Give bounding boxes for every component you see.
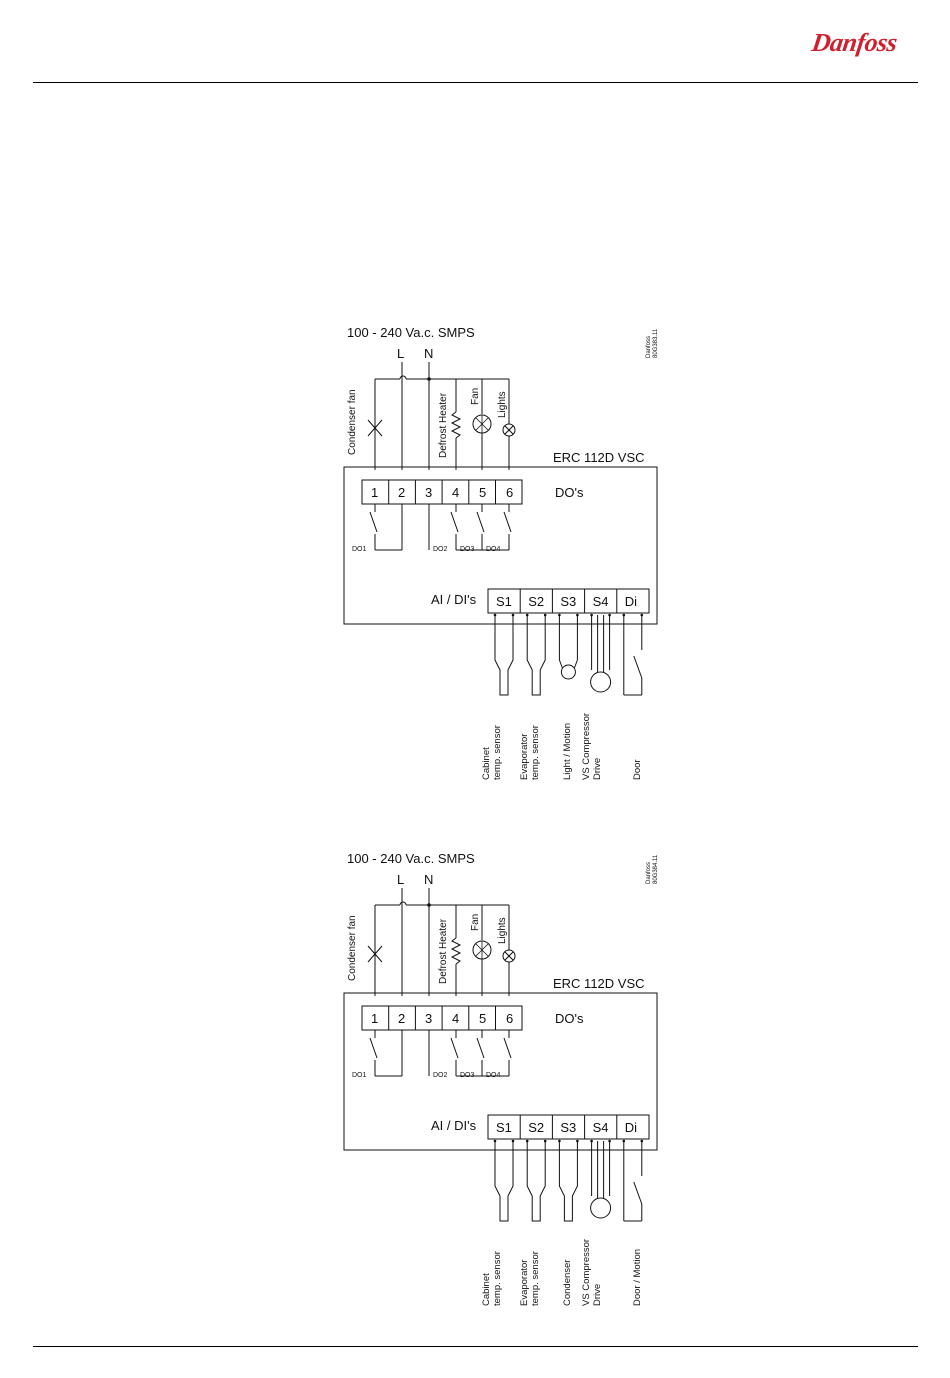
input-terminal-s2: S2 [528, 1120, 545, 1135]
drawing-code-number: 80G384.11 [653, 854, 659, 884]
input-terminal-s4: S4 [592, 1120, 609, 1135]
drawing-code-number: 80G383.11 [653, 328, 659, 358]
do-terminal-5: 5 [479, 1011, 487, 1026]
wire-crossover [400, 902, 406, 905]
heater-resistor [452, 938, 460, 964]
condenser-fan-label: Condenser fan [347, 915, 358, 981]
relay-contact-do4 [504, 512, 511, 532]
footer-rule [33, 1346, 918, 1347]
light-sensor-wire [559, 615, 577, 660]
fan-label: Fan [470, 913, 481, 931]
input-terminal-s1: S1 [496, 594, 512, 609]
relay-contact-do1 [370, 1038, 377, 1058]
lights-label: Lights [497, 391, 508, 418]
input-terminal-s4: S4 [592, 594, 609, 609]
lights-label: Lights [497, 917, 508, 944]
relay-label-do3: DO3 [460, 546, 475, 553]
sensor-caption-1: temp. sensor [492, 1251, 503, 1306]
relay-label-do4: DO4 [486, 1072, 501, 1079]
relay-label-do1: DO1 [352, 546, 367, 553]
sensor-caption-3: Condenser [562, 1259, 573, 1306]
supply-label: 100 - 240 Va.c. SMPS [347, 325, 475, 340]
door-switch-contact [634, 1182, 642, 1204]
do-terminal-4: 4 [452, 485, 460, 500]
light-sensor-wire [559, 660, 577, 668]
defrost-heater-label: Defrost Heater [438, 392, 449, 458]
do-terminal-2: 2 [398, 485, 406, 500]
sensor-caption-4: VS Compressor [581, 1238, 592, 1306]
do-terminal-6: 6 [506, 1011, 514, 1026]
input-terminal-s3: S3 [560, 594, 577, 609]
relay-label-do1: DO1 [352, 1072, 367, 1079]
sensor-caption-4: VS Compressor [581, 712, 592, 780]
relay-contact-do3 [477, 512, 484, 532]
compressor-drive-icon [591, 672, 611, 692]
do-terminal-2: 2 [398, 1011, 406, 1026]
relay-label-do2: DO2 [433, 1072, 448, 1079]
relay-contact-do2 [451, 512, 458, 532]
relay-contact-do2 [451, 1038, 458, 1058]
ai-di-label: AI / DI's [431, 592, 477, 607]
compressor-drive-icon [591, 1198, 611, 1218]
line-l-label: L [397, 346, 405, 361]
header-rule [33, 82, 918, 83]
supply-label: 100 - 240 Va.c. SMPS [347, 851, 475, 866]
do-terminal-3: 3 [425, 1011, 433, 1026]
sensor-caption-1: temp. sensor [492, 725, 503, 780]
do-label: DO's [555, 485, 584, 500]
fan-label: Fan [470, 387, 481, 405]
sensor-caption-5: Door / Motion [632, 1248, 643, 1306]
compressor-drive-wire [592, 615, 610, 670]
drawing-code-brand: Danfoss [646, 335, 652, 358]
sensor-caption-2: temp. sensor [530, 725, 541, 780]
sensor-caption-2: temp. sensor [530, 1251, 541, 1306]
ai-di-label: AI / DI's [431, 1118, 477, 1133]
condenser-probe [559, 1141, 577, 1221]
do-terminal-4: 4 [452, 1011, 460, 1026]
door-switch-contact [634, 656, 642, 678]
heater-resistor [452, 412, 460, 438]
temp-probe-s1 [495, 1141, 513, 1221]
sensor-caption-1: Cabinet [481, 1273, 492, 1306]
wire-crossover [400, 376, 406, 379]
relay-contact-do3 [477, 1038, 484, 1058]
do-terminal-1: 1 [371, 1011, 379, 1026]
sensor-caption-4: Drive [592, 1283, 603, 1306]
input-terminal-s1: S1 [496, 1120, 512, 1135]
do-terminal-3: 3 [425, 485, 433, 500]
logo-wordmark: Danfoss [810, 28, 899, 57]
sensor-caption-2: Evaporator [519, 733, 530, 780]
relay-label-do4: DO4 [486, 546, 501, 553]
controller-model-label: ERC 112D VSC [553, 976, 645, 991]
wiring-diagram-2 [330, 836, 670, 1316]
do-terminal-5: 5 [479, 485, 487, 500]
line-n-label: N [424, 346, 434, 361]
relay-label-do3: DO3 [460, 1072, 475, 1079]
relay-label-do2: DO2 [433, 546, 448, 553]
line-n-label: N [424, 872, 434, 887]
input-terminal-s3: S3 [560, 1120, 577, 1135]
relay-contact-do4 [504, 1038, 511, 1058]
temp-probe-s2 [527, 1141, 545, 1221]
light-sensor-icon [561, 665, 575, 679]
sensor-caption-4: Drive [592, 757, 603, 780]
input-terminal-s2: S2 [528, 594, 545, 609]
input-terminal-di: Di [624, 594, 638, 609]
temp-probe-s2 [527, 615, 545, 695]
relay-contact-do1 [370, 512, 377, 532]
controller-model-label: ERC 112D VSC [553, 450, 645, 465]
sensor-caption-5: Door [632, 759, 643, 780]
compressor-drive-wire [592, 1141, 610, 1196]
temp-probe-s1 [495, 615, 513, 695]
sensor-caption-3: Light / Motion [562, 722, 573, 780]
input-terminal-di: Di [624, 1120, 638, 1135]
wiring-diagram-1 [330, 310, 670, 790]
condenser-fan-label: Condenser fan [347, 389, 358, 455]
do-terminal-6: 6 [506, 485, 514, 500]
drawing-code-brand: Danfoss [646, 861, 652, 884]
sensor-caption-1: Cabinet [481, 747, 492, 780]
do-label: DO's [555, 1011, 584, 1026]
do-terminal-1: 1 [371, 485, 379, 500]
line-l-label: L [397, 872, 405, 887]
danfoss-logo [810, 28, 920, 57]
sensor-caption-2: Evaporator [519, 1259, 530, 1306]
defrost-heater-label: Defrost Heater [438, 918, 449, 984]
